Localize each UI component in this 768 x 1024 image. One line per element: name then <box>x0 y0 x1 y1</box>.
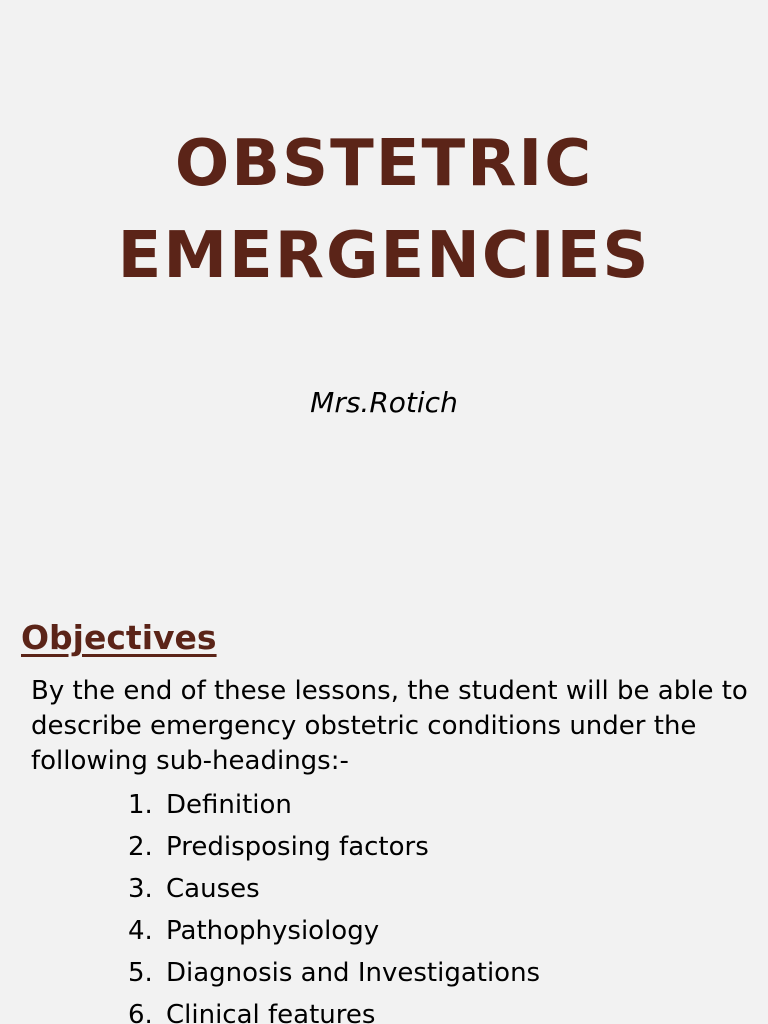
author-name: Mrs.Rotich <box>310 386 458 419</box>
list-item <box>128 870 540 912</box>
list-item-number: 1. <box>128 790 153 820</box>
objectives-heading: Objectives <box>21 618 217 657</box>
list-item-text: Predisposing factors <box>166 832 429 862</box>
list-item <box>128 786 540 828</box>
list-item-number: 6. <box>128 1000 153 1024</box>
objectives-list <box>128 786 540 1024</box>
list-item-text: Definition <box>166 790 292 820</box>
list-item-number: 3. <box>128 874 153 904</box>
list-item-text: Clinical features <box>166 1000 376 1024</box>
list-item-text: Diagnosis and Investigations <box>166 958 541 988</box>
slide-title-line-1: OBSTETRIC <box>174 127 594 201</box>
list-item-number: 2. <box>128 832 153 862</box>
list-item-number: 4. <box>128 916 153 946</box>
list-item-number: 5. <box>128 958 153 988</box>
list-item-text: Causes <box>166 874 260 904</box>
slide-title-line-2: EMERGENCIES <box>117 219 651 293</box>
list-item <box>128 954 540 996</box>
list-item <box>128 912 540 954</box>
objectives-intro: By the end of these lessons, the student will be able to describe emergency obstetric conditions under the following sub-headings:- <box>31 676 748 776</box>
list-item <box>128 996 540 1024</box>
list-item-text: Pathophysiology <box>166 916 380 946</box>
list-item <box>128 828 540 870</box>
